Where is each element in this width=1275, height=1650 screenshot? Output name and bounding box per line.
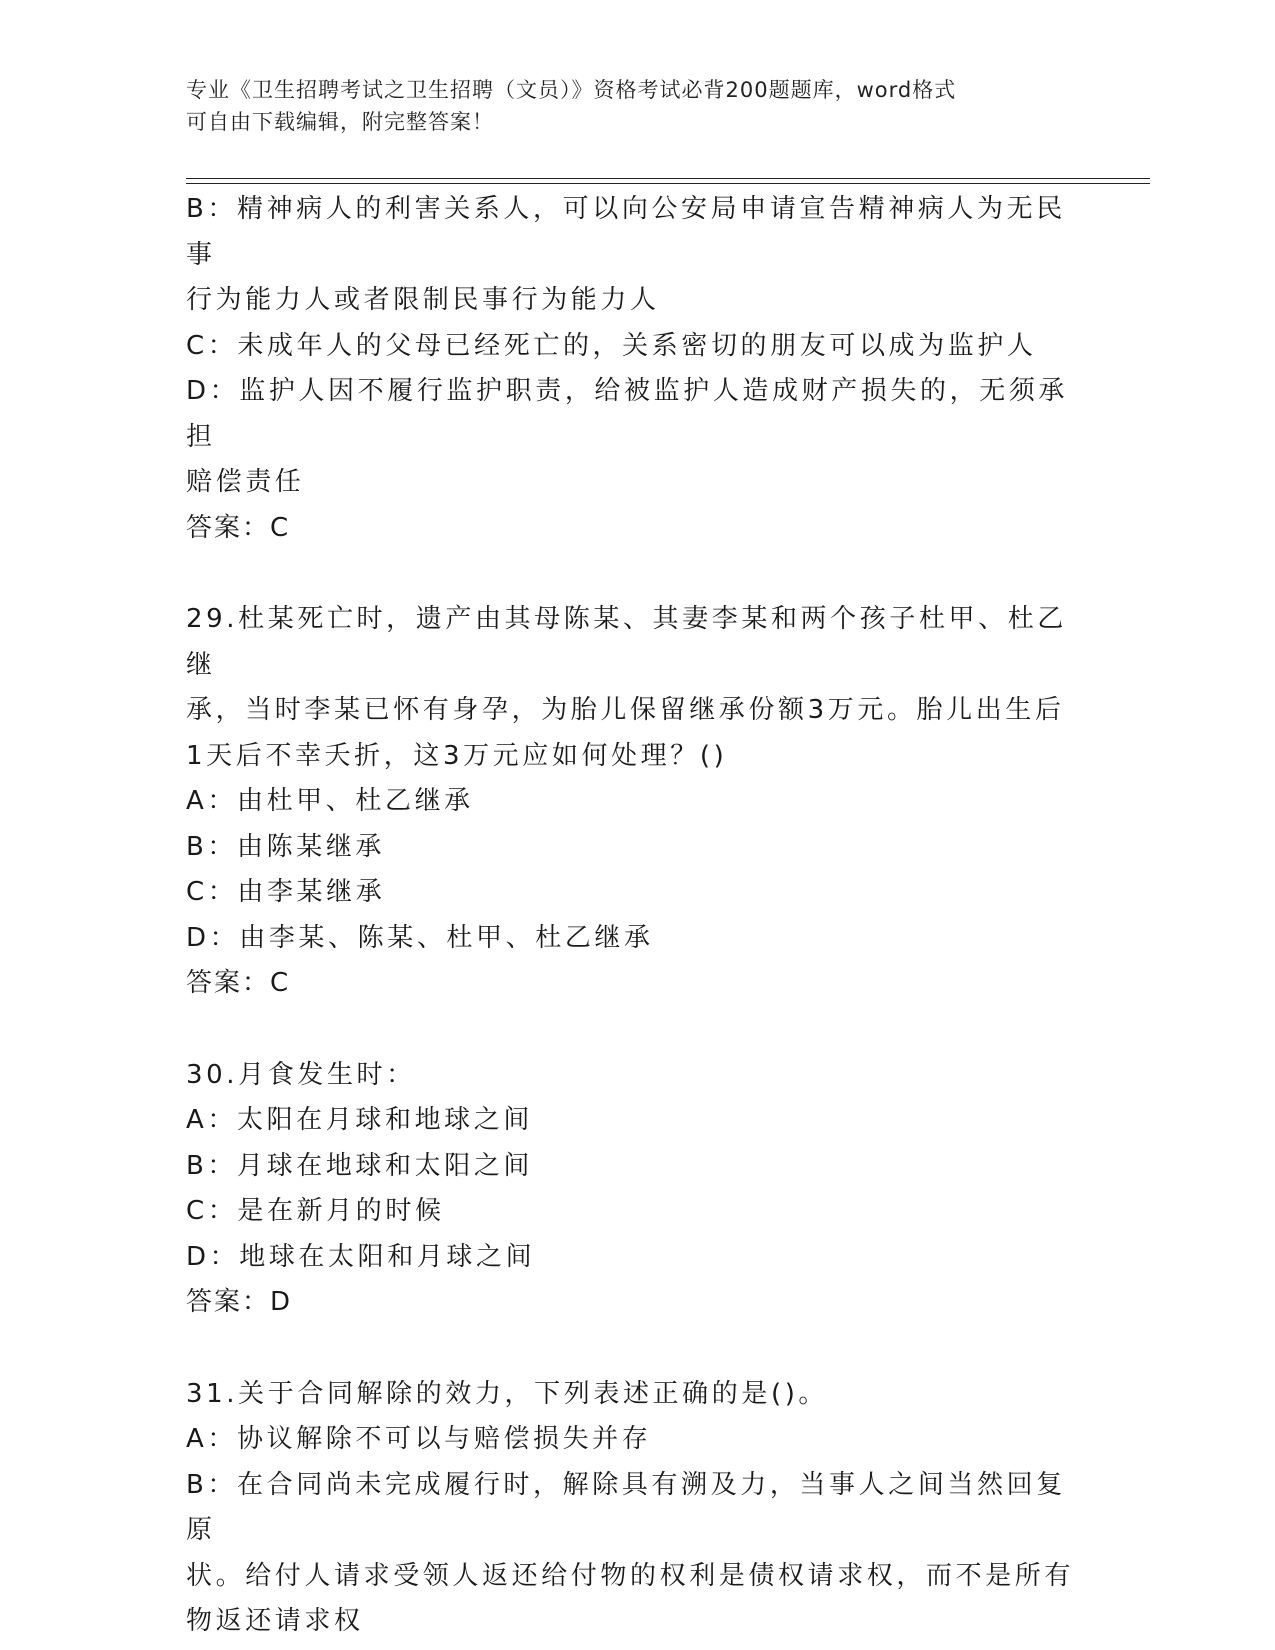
option-b-line: B：精神病人的利害关系人，可以向公安局申请宣告精神病人为无民事 — [186, 194, 1066, 270]
option-d: D：地球在太阳和月球之间 — [186, 1241, 536, 1272]
question-31 — [186, 1372, 1086, 1645]
option-b-line: 行为能力人或者限制民事行为能力人 — [186, 285, 660, 315]
question-stem-line: 承，当时李某已怀有身孕，为胎儿保留继承份额3万元。胎儿出生后 — [186, 695, 1065, 725]
option-d: D：由李某、陈某、杜甲、杜乙继承 — [186, 922, 654, 953]
header-divider-top — [186, 178, 1150, 179]
question-28-continued — [186, 187, 1086, 551]
answer: 答案：D — [186, 1287, 293, 1317]
option-a: A：由杜甲、杜乙继承 — [186, 786, 474, 816]
answer: 答案：C — [186, 512, 291, 543]
answer: 答案：C — [186, 968, 291, 998]
question-30 — [186, 1053, 1086, 1326]
option-d-line: D：监护人因不履行监护职责，给被监护人造成财产损失的，无须承担 — [186, 376, 1069, 452]
header-line-1: 专业《卫生招聘考试之卫生招聘（文员）》资格考试必背200题题库，word格式 — [186, 78, 957, 102]
option-b-line: 物返还请求权 — [186, 1606, 364, 1636]
option-b: B：由陈某继承 — [186, 831, 386, 862]
question-stem: 31.关于合同解除的效力，下列表述正确的是()。 — [186, 1378, 829, 1409]
question-29 — [186, 597, 1086, 1007]
option-c: C：未成年人的父母已经死亡的，关系密切的朋友可以成为监护人 — [186, 330, 1037, 361]
question-stem-line: 29.杜某死亡时，遗产由其母陈某、其妻李某和两个孩子杜甲、杜乙继 — [186, 604, 1067, 680]
option-a: A：协议解除不可以与赔偿损失并存 — [186, 1424, 652, 1454]
option-b-line: B：在合同尚未完成履行时，解除具有溯及力，当事人之间当然回复原 — [186, 1469, 1066, 1545]
header-line-2: 可自由下载编辑，附完整答案！ — [186, 110, 494, 134]
spacer — [186, 1326, 1086, 1372]
document-body — [186, 187, 1086, 1645]
option-a: A：太阳在月球和地球之间 — [186, 1105, 533, 1135]
option-b: B：月球在地球和太阳之间 — [186, 1150, 534, 1181]
spacer — [186, 551, 1086, 597]
option-d-line: 赔偿责任 — [186, 467, 305, 497]
option-c: C：由李某继承 — [186, 877, 386, 907]
spacer — [186, 1007, 1086, 1053]
question-stem: 30.月食发生时： — [186, 1059, 416, 1090]
option-c: C：是在新月的时候 — [186, 1196, 445, 1226]
option-b-line: 状。给付人请求受领人返还给付物的权利是债权请求权，而不是所有 — [186, 1560, 1075, 1591]
document-header — [186, 74, 1066, 138]
question-stem-line: 1天后不幸夭折，这3万元应如何处理？() — [186, 740, 728, 771]
header-divider-bottom — [186, 183, 1150, 184]
